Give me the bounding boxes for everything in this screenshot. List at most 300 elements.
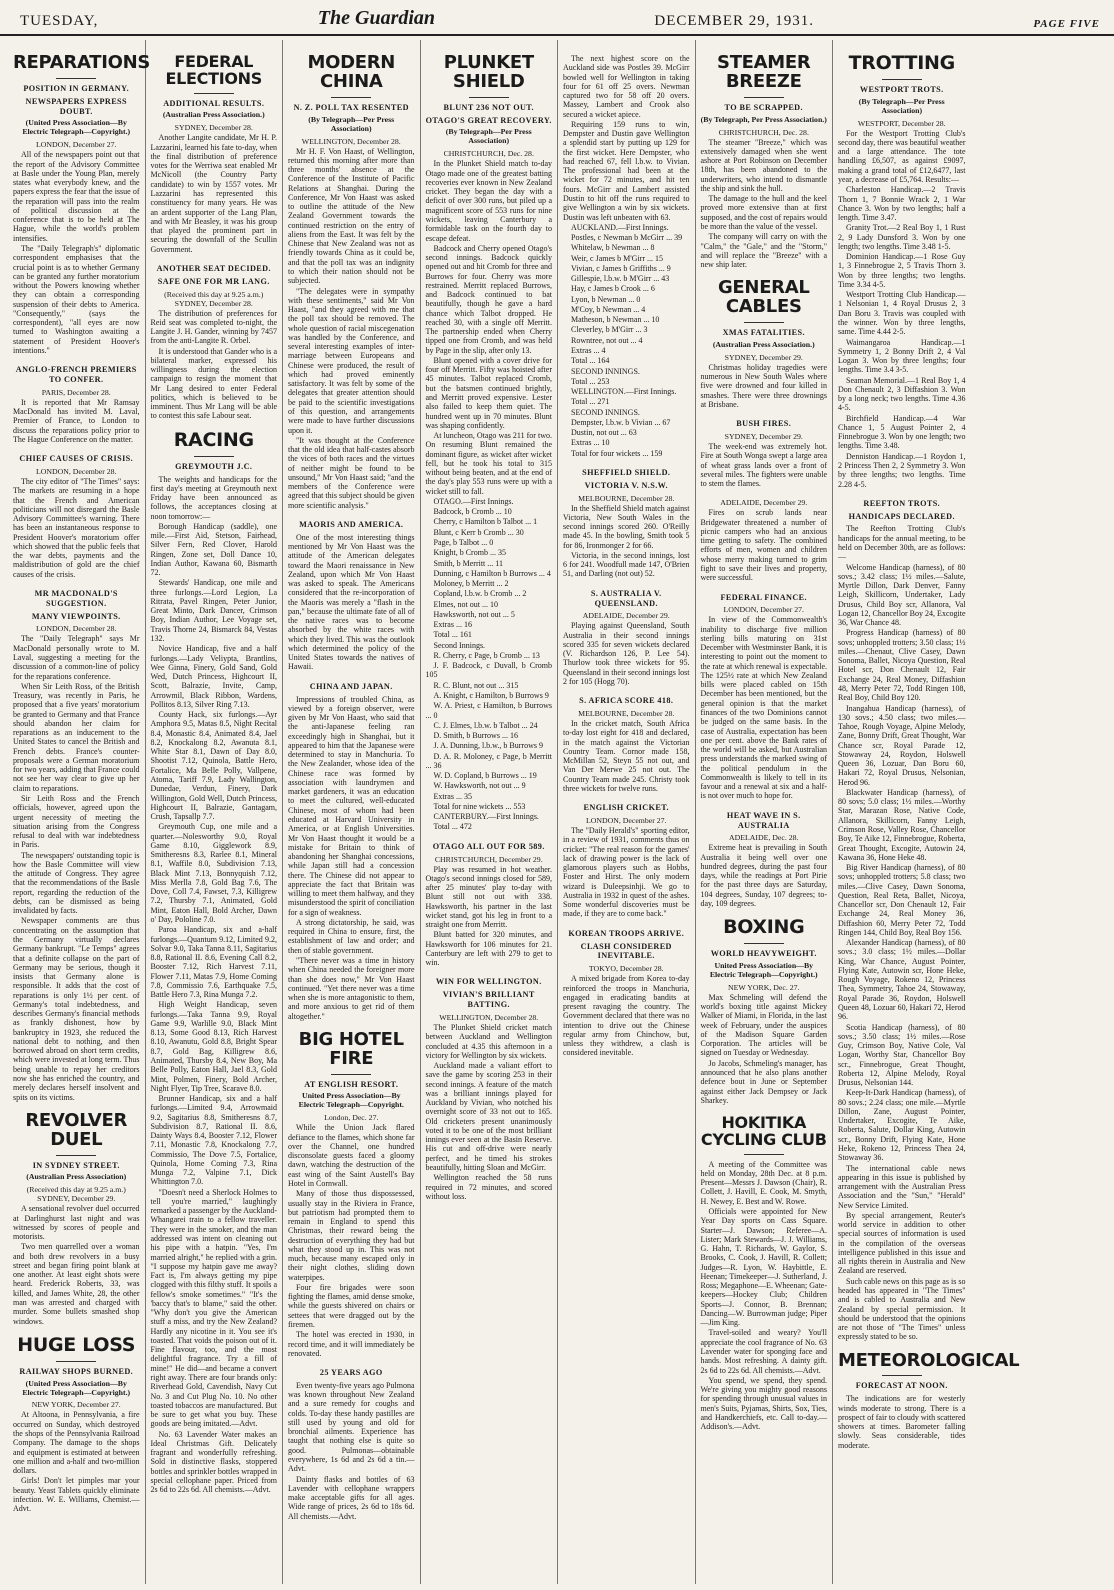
article-body bbox=[13, 634, 140, 1101]
subheading: SAFE ONE FOR MR LANG. bbox=[157, 276, 270, 286]
dateline: MELBOURNE, December 28. bbox=[578, 709, 675, 719]
score-line: Dunning, c Hamilton b Burrows ... 4 bbox=[433, 568, 551, 578]
subheading: TO BE SCRAPPED. bbox=[724, 102, 803, 112]
article bbox=[838, 499, 966, 1342]
score-line: Weir, c James b M'Girr ... 15 bbox=[571, 253, 664, 263]
article-body bbox=[701, 442, 828, 488]
score-line: Page, b Talbot ... 0 bbox=[433, 538, 494, 547]
score-line: Total ... 253 bbox=[571, 376, 610, 386]
paragraph: Impressions of troubled China, as viewed by a foreign observer, were given by Mr Von Haast, who said that the anti-Japanese feeling ran exceedingly high in Shanghai, but it appeared to him that the Japanese were determined to stay in Manchuria. To the New Zealander, whose idea of the Chinese race was formed by association with laundrymen and market gardeners, it was an education to meet the cultured, well-educated Chinese, most of whom had been educated at Harvard University in America, or at English Universities. Mr Von Haast thought it would be a mistake for Britain to think of abandoning her Shanghai concessions, while Japan still had a concession there. The Chinese did not appear to appreciate the fact that Britain was willing to meet them halfway, and they misunderstood the spirit of conciliation for a sign of weakness. bbox=[288, 694, 415, 917]
score-line: D. Smith, b Burrows ... 16 bbox=[433, 731, 518, 741]
article-body bbox=[563, 719, 690, 793]
paragraph: Even twenty-five years ago Pulmona was known throughout New Zealand and a sure remedy for coughs and colds. To-day these handy pastilles are still used by young and old for bronchial ailments. Experience has taught that nothing else is quite so good. Pulmonas—obtainable everywhere, 1s 6d and 2s 6d a tin.—Advt. bbox=[288, 1380, 415, 1474]
paragraph: At Altoona, in Pennsylvania, a fire occurred on Sunday, which destroyed the shops of the Pennsylvania Railroad Company. The damage to the shops and equipment is estimated at between one million and a-half and two-million dollars. bbox=[13, 1410, 140, 1476]
paragraph: When Sir Leith Ross, of the British Treasury, was recently in Paris, he proposed that a five years' moratorium be granted to Germany and that France should abandon her claim for reparations as an inducement to the United States to cancel the British and French debts. France's counter-proposals were a German moratorium for two years, adding that France could not see her way clear to give up her claim to reparations. bbox=[13, 681, 140, 793]
column-1 bbox=[8, 40, 151, 1584]
subheading: ADDITIONAL RESULTS. bbox=[163, 98, 265, 108]
subheading: S. AFRICA SCORE 418. bbox=[579, 696, 674, 706]
score-line: A. Knight, c Hamilton, b Burrows 9 bbox=[433, 690, 549, 700]
subheading: CLASH CONSIDERED INEVITABLE. bbox=[580, 941, 672, 961]
subheading: AT ENGLISH RESORT. bbox=[304, 1079, 399, 1089]
dateline: WELLINGTON, December 28. bbox=[439, 1013, 539, 1022]
dateline: NEW YORK, December 27. bbox=[31, 1400, 121, 1410]
paragraph: Girls! Don't let pimples mar your beauty. Yeast Tablets quickly eliminate infection. W. E. Williams, Chemist.—Advt. bbox=[13, 1476, 140, 1514]
paragraph: In the cricket match, South Africa to-day lost eight for 418 and declared, in the match against the Victorian Country Team. Cornor made 158, McMillan 52, Steyn 55 not out, and Van Der Merwe 25 not out. The Country Team made 245. Christy took three wickets for twelve runs. bbox=[563, 719, 690, 793]
article-body bbox=[563, 54, 690, 458]
headline-rule bbox=[882, 79, 922, 80]
score-line: Extras ... 35 bbox=[433, 791, 472, 801]
subheading: BUSH FIRES. bbox=[736, 419, 792, 429]
article-body bbox=[13, 477, 140, 579]
paragraph: The "Daily Telegraph's" diplomatic correspondent emphasises that the crucial point is as to whether Germany can be granted any further moratorium without the Powers knowing whether they can obtain a corresponding suspension of their debts to America. "Consequently," (says the correspondent), "all eyes are now turned to Washington awaiting a statement of President Hoover's intentions." bbox=[13, 243, 140, 355]
paragraph: It is reported that Mr Ramsay MacDonald has invited M. Laval, Premier of France, to London to discuss the reparations policy prior to The Hague Conference on the matter. bbox=[13, 397, 140, 444]
paragraph: The damage to the hull and the keel proved more extensive than at first supposed, and the cost of repairs would be more than the value of the vessel. bbox=[700, 194, 827, 231]
headline-rule bbox=[331, 1074, 371, 1075]
subheading: ENGLISH CRICKET. bbox=[583, 803, 669, 813]
article bbox=[13, 454, 140, 579]
article bbox=[426, 842, 553, 968]
article bbox=[701, 593, 828, 801]
paragraph: In the Plunket Shield match to-day Otago made one of the greatest batting recoveries ever known in New Zealand cricket. They began the day with a deficit of over 300 runs, but piled up a magnificent score of 553 runs for nine wickets, leaving Canterbury a formidable task on the fourth day to escape defeat. bbox=[425, 159, 552, 243]
score-line: CANTERBURY.—First Innings. bbox=[433, 812, 539, 822]
dateline: LONDON, December 28. bbox=[35, 624, 117, 634]
score-line: Hay, c James b Crook ... 6 bbox=[571, 284, 655, 294]
article-body bbox=[151, 133, 278, 253]
wire-credit: United Press Association—By Electric Telegraph—Copyright.) bbox=[709, 960, 818, 979]
dateline: LONDON, December 27. bbox=[585, 816, 667, 826]
article-body bbox=[13, 398, 140, 444]
headline-rule bbox=[56, 78, 96, 79]
score-line: SECOND INNINGS. bbox=[571, 366, 640, 376]
paragraph: Granity Trot.—2 Real Boy 1, 1 Rust 2, 9 Lady Dunsford 3. Won by one length; two lengths. Time 3.48 1-5. bbox=[838, 223, 966, 251]
paragraph: "It was thought at the Conference that the old idea that half-castes absorb the vices of both races and the virtues of neither might be found to be unsound," Mr Von Haast said; "and the members of the Conference were agreed that this subject should be given more scientific analysis." bbox=[288, 435, 415, 510]
masthead-page: PAGE FIVE bbox=[1033, 18, 1100, 30]
article-body bbox=[288, 1381, 415, 1521]
column-5 bbox=[558, 40, 696, 1584]
headline-rule bbox=[56, 1155, 96, 1156]
dateline: LONDON, December 28. bbox=[35, 467, 117, 477]
score-line: Total ... 164 bbox=[571, 356, 610, 366]
article bbox=[701, 54, 828, 269]
dateline: ADELAIDE, December 29. bbox=[582, 611, 670, 621]
subheading: S. AUSTRALIA V. QUEENSLAND. bbox=[590, 588, 662, 608]
article-body bbox=[701, 993, 828, 1105]
paragraph: Waimangaroa Handicap.—1 Symmetry 1, 2 Bonny Drift 2, 4 Val Logan 3. Won by three lengths; four lengths. Time 3.4 3-5. bbox=[838, 337, 966, 375]
paragraph: The indications are for westerly winds moderate to strong. There is a prospect of fair to cloudy with scattered showers at times. Barometer falling slowly. Seas considerable, tides moderate. bbox=[838, 1394, 966, 1450]
dateline: SYDNEY, December 28. bbox=[174, 123, 253, 133]
article-body bbox=[701, 138, 828, 270]
score-line: Knight, b Cromb ... 35 bbox=[433, 548, 506, 558]
score-line: Matheson, b Newman ... 10 bbox=[571, 315, 660, 325]
paragraph: Novice Handicap, five and a half furlongs.—Lady Veliypta, Brantlins, Wee Ginna, Finery, Gold Sand, Gold Wed, Dutch Princess, Highcourt II, Scott, Balrazie, Invite, Camp, Arrowmil, Black Ribbon, Wardens, Pollitos 8.13, Silver Ring 7.13. bbox=[150, 644, 277, 709]
article bbox=[426, 977, 553, 1201]
paragraph: Auckland made a valiant effort to save the game by scoring 253 in their second innings. A feature of the match was a brilliant innings played for Auckland by Vivian, who notched his overnight score of 33 not out to 165. Old cricketers present unanimously voted it to be one of the most brilliant innings ever seen at the Basin Reserve. His cut and off-drive were nearly perfect, and he timed his strokes beautifully, hitting Sloan and McGirr. bbox=[425, 1061, 552, 1172]
paragraph: Borough Handicap (saddle), one mile.—First Aid, Stetson, Fairhead, Silver Fern, Red Clover, Harold Ringen, Zone set, Doll Dance 10, Indian Author, Kawana 60, Bismarth 72. bbox=[150, 521, 277, 578]
article bbox=[151, 264, 278, 421]
column-4 bbox=[421, 40, 559, 1584]
paragraph: Keep-It-Dark Handicap (harness), of 80 sovs.; 2.24 class; one mile.—Myrtle Dillon, Zane, August Pointer, Undertaker, Excogite, Te Aike, Roberta, Salute, Dollar King, Autowin scr., Bonny Drift, Flying Kate, Hone Heke, Rokeno 12, Princess Thea 24, Stowaway 36. bbox=[838, 1088, 966, 1163]
article-body bbox=[563, 504, 690, 579]
subheading: XMAS FATALITIES. bbox=[722, 328, 805, 338]
score-line: OTAGO.—First Innings. bbox=[433, 496, 514, 506]
subheading: SHEFFIELD SHIELD. bbox=[582, 467, 671, 477]
paragraph: Blunt opened with a cover drive for four off Merritt. Fifty was hoisted after 45 minutes. Talbot replaced Cromb, but the batsmen continued brightly, and Merritt proved expensive. Lester also failed to keep them quiet. The hundred went up in 70 minutes. Blunt was shaping confidently. bbox=[425, 355, 552, 430]
article-body bbox=[151, 475, 278, 1495]
subheading: FORECAST AT NOON. bbox=[855, 1381, 948, 1391]
subheading: NEWSPAPERS EXPRESS DOUBT. bbox=[25, 96, 127, 116]
paragraph: Dainty flasks and bottles of 63 Lavender with cellophane wrappers make acceptable gifts for all ages. Wide range of prices, 2s 6d to 18s 6d. All chemists.—Advt. bbox=[288, 1474, 415, 1521]
paragraph: The international cable news appearing in this issue is published by arrangement with the Australian Press Association and the "Sun," "Herald" New Service Limited. bbox=[838, 1163, 966, 1210]
subheading: IN SYDNEY STREET. bbox=[32, 1160, 120, 1170]
score-line: Hawksworth, not out ... 5 bbox=[433, 609, 515, 619]
paragraph: Charleston Handicap.—2 Travis Thorn 1, 7 Bonnie Wrack 2, 1 War Chance 3. Won by two lengths; half a length. Time 3.47. bbox=[838, 185, 966, 223]
headline: MODERN CHINA bbox=[307, 52, 396, 92]
subheading: OTAGO ALL OUT FOR 589. bbox=[432, 841, 545, 851]
article-body bbox=[426, 865, 553, 968]
paragraph: Requiring 159 runs to win, Dempster and Dustin gave Wellington a splendid start by putting up 129 for the first wicket. Here Dempster, who had reached 67, fell l.b.w. to Vivian. The professional had been at the wicket for 72 minutes, and hit ten fours. McGirr and Lambert assisted Dustin to hit off the runs required to give Wellington a win by six wickets. Dustin was left unbeaten with 63. bbox=[563, 119, 690, 222]
score-line: Gillespie, l.b.w. b M'Girr ... 43 bbox=[571, 274, 670, 284]
article-body bbox=[13, 1204, 140, 1325]
score-line: AUCKLAND.—First Innings. bbox=[571, 222, 669, 232]
subheading: MANY VIEWPOINTS. bbox=[31, 611, 121, 621]
paragraph: A strong dictatorship, he said, was required in China to ensure, first, the establishment of law and order; and then of stable government. bbox=[288, 917, 415, 955]
subheading: 25 YEARS AGO bbox=[319, 1368, 383, 1378]
subheading: N. Z. POLL TAX RESENTED bbox=[293, 102, 409, 112]
dateline: SYDNEY, December 29. bbox=[724, 352, 803, 362]
subheading: ANGLO-FRENCH PREMIERS TO CONFER. bbox=[15, 365, 137, 385]
paragraph: Welcome Handicap (harness), of 80 sovs.; 3.42 class; 1½ miles.—Salute, Myrtle Dillon, Dark Denver, Fanny Leigh, Skillicorn, Undertaker, Lady Drusus, Child Boy scr, Allanora, Val Logan 12, Chancellor Boy 24, Excogite 36, War Chance 48. bbox=[838, 562, 966, 628]
paragraph: It is understood that Gander who is a bilateral marker, expressed his willingness during the election campaign to resign the moment that Mr Lang desired to enter Federal politics, which is believed to be imminent. Thus Mr Lang will be able to contest this safe Labour seat. bbox=[150, 346, 277, 421]
article bbox=[838, 54, 966, 489]
paragraph: Play was resumed in hot weather. Otago's second innings closed for 589, after 25 minutes' play to-day with Blunt still not out with 338. Hawksworth, his partner in the last wicket stand, got his leg in front to a straight one from Merritt. bbox=[425, 864, 552, 930]
paragraph: By special arrangement, Reuter's world service in addition to other special sources of information is used in the compilation of the overseas intelligence published in this issue and all rights therein in Australia and New Zealand are reserved. bbox=[838, 1210, 966, 1276]
article bbox=[426, 54, 553, 832]
wire-credit: United Press Association—By Electric Telegraph—Copyright. bbox=[298, 1091, 404, 1110]
article bbox=[563, 54, 690, 458]
headline: REVOLVER DUEL bbox=[25, 1109, 128, 1150]
masthead bbox=[0, 0, 1114, 36]
article bbox=[288, 520, 415, 672]
article-body bbox=[838, 1394, 966, 1450]
dateline: LONDON, December 27. bbox=[723, 605, 805, 615]
paragraph: The weights and handicaps for the first day's meeting at Greymouth next Friday have been announced as follows, the acceptances closing at noon tomorrow:— bbox=[150, 474, 277, 521]
headline-rule bbox=[56, 1361, 96, 1362]
paragraph: Another Langite candidate, Mr H. P. Lazzarini, learned his fate to-day, when the final distribution of preference votes for the Werriwa seat enabled Mr McNicoll (the Country Party candidate) to win by 1557 votes. Mr Lazzarini has represented this constituency for many years. He was an ardent supporter of the Lang Plan, and with Mr Beasley, it was his group that played the prominent part in securing the downfall of the Scullin Government. bbox=[150, 133, 277, 254]
dateline: CHRISTCHURCH, December 29. bbox=[434, 854, 543, 864]
score-line: Vivian, c James b Griffiths ... 9 bbox=[571, 263, 671, 273]
paragraph: Alexander Handicap (harness), of 80 sovs.; 3.0 class; 1½ miles.—Dollar King, War Chance, August Pointer, Flying Kate, Autowin scr, Hone Heke, Rough Voyage, Rokeno 12, Princess Thea, Symmetry, Tahoe 24, Stowaway, Royal Parade 36, Roydon, Holswell Queen 48, Lozuar 60, Hakari 72, Herod 96. bbox=[838, 938, 966, 1022]
wire-credit: (United Press Association—By Electric Telegraph—Copyright.) bbox=[22, 1378, 131, 1397]
score-line: Cherry, c Hamilton b Talbot ... 1 bbox=[433, 517, 538, 527]
paragraph: Officials were appointed for New Year Day sports on Cass Square. Starter—J. Dawson; Referee—A. Lister; Mark Stewards—J. J. Williams, G. Hahn, T. Richards, W. Gaylor, S. Brooks, C. Cook, J. Havill, R. Collett; Judges—R. Lyon, W. Haybittle, E. Heenan; Timekeeper—J. Sutherland, J. Ross; Megaphone—E. Wheenan; Gate-keepers—Hockey Club; Children Sports—J. Connor, B. Brennan; Dancing—W. Burrowman judge; Piper—Jim King. bbox=[700, 1207, 827, 1328]
paragraph: The next highest score on the Auckland side was Postles 39. McGirr bowled well for Wellington in taking four for 61 off 25 overs. Newman captured two for 58 off 20 overs. Massey, Lambert and Crook also secured a wicket apiece. bbox=[563, 54, 690, 119]
paragraph: At luncheon, Otago was 211 for two. On resuming Blunt remained the dominant figure, as wicket after wicket fell, but he took his total to 315 without being beaten, and at the end of the day's play 553 runs were up with a wicket still to fall. bbox=[425, 431, 552, 496]
article-body bbox=[426, 159, 553, 831]
score-line: Extras ... 10 bbox=[571, 438, 610, 448]
headline-rule bbox=[194, 456, 234, 457]
paragraph: One of the most interesting things mentioned by Mr Von Haast was the attitude of the American delegates toward the Maori renaissance in New Zealand, upon which Mr Von Haast was asked to speak. The Americans considered that the re-incorporation of the Maoris was merely a "flash in the pan," because the ultimate fate of all of the native races was to become absorbed by the white races with which they lived. This was the outlook which determined the policy of the United States towards the natives of Hawaii. bbox=[288, 532, 415, 672]
article-body bbox=[701, 508, 828, 582]
wire-credit: (Australian Press Association.) bbox=[712, 339, 815, 349]
subheading: BLUNT 236 NOT OUT. bbox=[443, 102, 534, 112]
headline: HUGE LOSS bbox=[17, 1333, 136, 1356]
paragraph: The Reefton Trotting Club's handicaps for the annual meeting, to be held on December 30th, are as follows:— bbox=[838, 524, 966, 562]
article bbox=[563, 468, 690, 579]
score-line: Whitelaw, b Newman ... 8 bbox=[571, 243, 655, 253]
article-body bbox=[701, 615, 828, 800]
article-body bbox=[151, 309, 278, 421]
paragraph: Progress Handicap (harness) of 80 sovs; unhoppled trotters; 3.50 class; 1½ miles.—Chenaut, Clive Casey, Dawn Sonoma, Ballet, Nicoya Question, Real Hotel scr, Don Chenault 12, Fair Exchange 24, Real Money, Diffashion 48, Merry Peter 72, Todd Ringen 108, Real Boy, Child Boy 120. bbox=[838, 628, 966, 703]
subheading: CHIEF CAUSES OF CRISIS. bbox=[19, 454, 134, 464]
masthead-day: TUESDAY, bbox=[20, 13, 99, 29]
article-body bbox=[701, 1160, 828, 1432]
score-line: R. C. Blunt, not out ... 315 bbox=[433, 680, 519, 690]
score-line: Lyon, b Newman ... 0 bbox=[571, 294, 641, 304]
wire-credit: (By Telegraph—Per Press Association) bbox=[308, 114, 395, 133]
subheading: POSITION IN GERMANY. bbox=[23, 83, 130, 93]
score-line: W. D. Copland, b Burrows ... 19 bbox=[433, 771, 537, 781]
score-line: R. Cherry, c Page, b Cromb ... 13 bbox=[433, 650, 540, 660]
paragraph: "The delegates were in sympathy with these sentiments," said Mr Von Haast, "and they agreed with me that the poll tax should be removed. The whole question of racial miscegenation was handled by the Conference, and several interesting examples of inter-marriage between Europeans and Chinese were produced, the result of which had proved eminently satisfactory. It was felt by some of the delegates that greater attention should be paid to the scientific investigations of this question, and arrangements were made to have further discussions upon it. bbox=[288, 286, 415, 435]
headline: STEAMER BREEZE bbox=[717, 52, 811, 92]
article-body bbox=[426, 1023, 553, 1201]
article bbox=[288, 54, 415, 510]
article bbox=[288, 682, 415, 1021]
paragraph: Paroa Handicap, six and a-half furlongs.—Quantum 9.12, Limited 9.2, Solvar 9.0, Taka Tanna 8.11, Sagitarius 8.8, Rational II. 8.6, Evening Call 8.2, Booster 7.12, Rich Harvest 7.11, Flower 7.11, Matas 7.9, Home Coming 7.8, Commissio 7.6, Earthquake 7.5, Battle Hero 7.3, Rina Munga 7.2. bbox=[150, 925, 277, 1000]
article bbox=[13, 1333, 140, 1514]
article-body bbox=[563, 974, 690, 1057]
dateline: (Received this day at 9.25 a.m.) SYDNEY, December 29. bbox=[26, 1185, 126, 1204]
subheading: ANOTHER SEAT DECIDED. bbox=[156, 263, 271, 273]
wire-credit: (By Telegraph—Per Press Association) bbox=[445, 127, 532, 146]
paragraph: Brunner Handicap, six and a half furlongs.—Limited 9.4, Arrowmaid 9.2, Sagitarius 8.8, Smitheresns 8.7, Subdivision 8.7, Rational II. 8.6, Dainty Ways 8.4, Booster 7.12, Flower 7.11, Monastic 7.8, Knockalong 7.7, Commissio, The Dove 7.5, Fortalice, Quinola, Home Coming 7.3, Rina Munga 7.2, Valpine 7.1, Dick Whittington 7.0. bbox=[150, 1094, 277, 1187]
headline: TROTTING bbox=[848, 52, 955, 74]
subheading: VIVIAN'S BRILLIANT BATTING. bbox=[442, 990, 535, 1010]
headline: BOXING bbox=[723, 916, 805, 939]
article bbox=[838, 1349, 1020, 1450]
article bbox=[288, 1028, 415, 1358]
headline: REPARATIONS bbox=[13, 52, 151, 73]
column-3 bbox=[283, 40, 421, 1584]
paragraph: Wellington reached the 58 runs required in 72 minutes, and scored without loss. bbox=[425, 1173, 552, 1201]
dateline: ADELAIDE, Dec. 28. bbox=[728, 833, 799, 843]
score-line: Dempster, l.b.w. b Vivian ... 67 bbox=[571, 417, 671, 427]
headline-rule bbox=[331, 97, 371, 98]
paragraph: The "Daily Telegraph" says Mr MacDonald personally wrote to M. Laval, suggesting a meeting for the discussion of a common-line of policy for the reparations conference. bbox=[13, 634, 140, 681]
subheading: GREYMOUTH J.C. bbox=[175, 461, 253, 471]
paragraph: No. 63 Lavender Water makes an Ideal Christmas Gift. Delicately fragrant and wonderfully refreshing. Sold in distinctive flasks, stoppered bottles and sprinkler bottles wrapped in special cellophane paper. Priced from 2s 6d to 22s 6d. All chemists.—Advt. bbox=[150, 1429, 277, 1495]
dateline: PARIS, December 28. bbox=[41, 387, 111, 397]
newspaper-columns bbox=[8, 40, 1108, 1584]
dateline: SYDNEY, December 29. bbox=[724, 432, 803, 442]
headline: FEDERAL ELECTIONS bbox=[165, 52, 262, 88]
dateline: (Received this day at 9.25 a.m.) SYDNEY, December 28. bbox=[164, 289, 264, 308]
paragraph: A mixed brigade from Korea to-day reinforced the troops in Manchuria, engaged in eradicating bandits at present ravaging the country. The Government declared that there was no intention to drive out the Chinese regular army from Chinchow, but, unless they withdrew, a clash is considered inevitable. bbox=[563, 974, 690, 1058]
subheading: HEAT WAVE IN S. AUSTRALIA bbox=[726, 810, 801, 830]
paragraph: The week-end was extremely hot. Fire at South Wonga swept a large area of wheat grass lands over a front of several miles. The fighters were unable to stem the flames. bbox=[700, 442, 827, 489]
dateline: London, Dec. 27. bbox=[324, 1113, 379, 1123]
subheading: MR MACDONALD'S SUGGESTION. bbox=[34, 588, 118, 608]
headline-rule bbox=[744, 322, 784, 323]
paragraph: Inangahua Handicap (harness), of 130 sovs.; 4.50 class; two miles.—Tahoe, Rough Voyage, Alpine Melody, Zane, Bonny Drift, Great Thought, War Chance scr, Royal Parade 12, Stowaway 24, Roydon, Holswell Queen 36, Lozuar, Dan Boru 60, Hakari 72, Royal Drusus, Nelsonian, Herod 96. bbox=[838, 703, 966, 787]
wire-credit: (By Telegraph—Per Press Association) bbox=[858, 96, 945, 115]
paragraph: Many of those thus dispossessed, usually stay in the Riviera in France, but patriotism had prompted them to remain in England to spend this Christmas, their reward being the destruction of everything they had but what they stood up in. This was not much, because many escaped only in their night clothes, sliding down waterpipes. bbox=[288, 1189, 415, 1282]
subheading: FEDERAL FINANCE. bbox=[720, 592, 807, 602]
score-line: Total for four wickets ... 159 bbox=[571, 448, 663, 458]
dateline: NEW YORK, Dec. 27. bbox=[728, 982, 800, 992]
score-line: J. A. Dunning, l.b.w., b Burrows 9 bbox=[433, 741, 543, 751]
score-line: Blunt, c Kerr b Cromb ... 30 bbox=[433, 527, 524, 537]
paragraph: High Weight Handicap, seven furlongs.—Taka Tanna 9.9, Royal Game 9.9, Warlille 9.0, Black Mint 8.13, Some Good 8.13, Rich Harvest 8.10, Awanutu, Gold 8.8, Bright Spear 8.7, Gold Bag, Killigrew 8.6, Animated, Thursby 8.4, New Boy, Ma Belle Polly, Eaton Hall, Jael 8.3, Gold Mint, Polmen, Finery, Bold Archer, Night Flyer, Tip Tree, Scarave 8.0. bbox=[150, 1000, 277, 1093]
paragraph: Four fire brigades were soon fighting the flames, amid dense smoke, while the guests shivered on chairs or settees that were dragged out by the firemen. bbox=[288, 1282, 415, 1329]
paragraph: Newspaper comments are thus concentrating on the assumption that the Germany virtually declares Germany bankrupt. "Le Temps" agrees that a definite collapse on the part of Germany may be serious, though it insists that Germany alone is responsible. It adds that the cost of reparations is only 1½ per cent. of Germany's total indebtedness, and describes Germany's financial methods as frankly dishonest, how by bankruptcy in 1923, she reduced the national debt to nothing, and then borrowed abroad on short term credits, which were invested at long term. Thus being unable to repay her creditors now she has enriched the country, and merely declares herself insolvent and spits on its victims. bbox=[13, 916, 140, 1102]
paragraph: Blunt batted for 320 minutes, and Hawksworth for 106 minutes for 21. Canterbury are left with 279 to get to win. bbox=[425, 930, 552, 968]
score-line: D. A. R. Moloney, c Page, b Merritt ... 36 bbox=[425, 751, 552, 770]
masthead-date: DECEMBER 29, 1931. bbox=[654, 13, 815, 29]
wire-credit: (United Press Association—By Electric Telegraph—Copyright.) bbox=[22, 118, 131, 137]
score-line: C. J. Elmes, l.b.w. b Talbot ... 24 bbox=[433, 720, 538, 730]
paragraph: Extreme heat is prevailing in South Australia it being well over one hundred degrees, during the past four days, while the readings at Port Pirie for the past three days are Saturday, 104 degrees, Sunday, 107 degrees; to-day, 109 degrees. bbox=[700, 843, 827, 908]
article bbox=[701, 918, 828, 1105]
score-line: Smith, b Merritt ... 11 bbox=[433, 558, 503, 568]
headline-rule bbox=[744, 97, 784, 98]
paragraph: The Plunket Shield cricket match between Auckland and Wellington concluded at 4.35 this afternoon in a victory for Wellington by six wickets. bbox=[425, 1023, 552, 1060]
score-line: Total ... 271 bbox=[571, 397, 610, 407]
subheading: HANDICAPS DECLARED. bbox=[848, 511, 955, 521]
score-line: W. Hawksworth, not out ... 9 bbox=[433, 781, 526, 791]
dateline: TOKYO, December 28. bbox=[588, 964, 664, 974]
score-line: Total ... 472 bbox=[433, 822, 472, 832]
article-body bbox=[563, 621, 690, 686]
paragraph: "There never was a time in history when China needed the foreigner more than she does now," Mr Von Haast continued. "Yet there never was a time when she is more antagonistic to them, and more anxious to get rid of them altogether." bbox=[288, 956, 415, 1021]
paragraph: County Hack, six furlongs.—Ayr Amphora 9.5, Matas 8.5, Night Recital 8.4, Monastic 8.4, Animated 8.4, Jael 8.2, Knockalong 8.2, Awanuta 8.1, White Star 8.1, Dawn of Day 8.0, Shootist 7.12, Quinola, Battle Hero, Fortalice, Ma Belle Polly, Vallpene, Atoma, Tariff 7.9, Lady Wallington, Dunedae, Verdun, Finery, Dark Willington, Gold Well, Dutch Princess, Highcourt II, Balrazie, Gantagam, Crush, Tapsallp 7.7. bbox=[150, 710, 277, 822]
column-6 bbox=[696, 40, 834, 1584]
wire-credit: (Australian Press Association) bbox=[26, 1172, 127, 1182]
article bbox=[701, 1115, 828, 1431]
column-7 bbox=[833, 40, 1020, 1584]
paragraph: Greymouth Cup, one mile and a quarter.—Nolesworthy 9.0, Royal Game 8.10, Gigglework 8.9, Smitheresns 8.3, Rarlee 8.1, Mineral 8.1, Waffile 8.0, Subdivision 7.13, Black Mint 7.13, Bonnyquish 7.12, Miss Merlla 7.8, Gold Bag 7.6, The Dove, Coll 7.4, Fawset, 7.3, Killigrew 7.2, Thursby 7.1, Animated, Gold Mint, Eaton Hall, Bold Archer, Dawn o' Day, Pololine 7.0. bbox=[150, 822, 277, 924]
paragraph: Sir Leith Ross and the French officials, however, agreed upon the urgent necessity of meeting the situation arising from the Congress refusal to deal with war indebtedness in Paris. bbox=[13, 794, 140, 850]
paragraph: Seaman Memorial.—1 Real Boy 1, 4 Don Chenault 2, 3 Diffashion 3. Won by a long neck; two lengths. Time 4.36 4-5. bbox=[838, 375, 966, 413]
article-body bbox=[13, 150, 140, 355]
paragraph: In view of the Commonwealth's inability to discharge five million sterling bills maturing on 31st December with Westminster Bank, it is interesting to point out the moment to the rate at which renewal is expectable. The 125½ rate at which New Zealand bills were placed cabled on 15th December has been mentioned, but the general opinion is that the market finances of the two Dominions cannot be judged on the same basis. In the case of Australia, expectation has been one per cent. above the Bank rates of the world will be asked, but Australian press understands the marked swing of the political pendulum in the Commonwealth is likely to tell in its favour and a renewal at six and a half-is not over much to hope for. bbox=[700, 615, 827, 801]
subheading: KOREAN TROOPS ARRIVE. bbox=[568, 928, 685, 938]
dateline: LONDON, December 27. bbox=[35, 140, 117, 150]
article-body bbox=[13, 1410, 140, 1513]
article-body bbox=[288, 695, 415, 1021]
headline-rule bbox=[882, 1375, 922, 1376]
subheading: REEFTON TROTS. bbox=[863, 498, 941, 508]
paragraph: Playing against Queensland, South Australia in their second innings scored 335 for seven wickets declared (V. Richardson 126, P. Lee 54). Thurlow took three wickets for 95. Queensland in their second innings lost 2 for 105 (Hogg 70). bbox=[563, 621, 690, 686]
subheading: WORLD HEAVYWEIGHT. bbox=[710, 949, 817, 959]
score-line: Total ... 161 bbox=[433, 630, 472, 640]
score-line: WELLINGTON.—First Innings. bbox=[571, 387, 677, 397]
paragraph: Big River Handicap (harness), of 80 sovs; unhoppled trotters; 5.8 class; two miles.—Clive Casey, Dawn Sonoma, Question, Real Reta, Ballet, Nicoya, Chancellor scr, Don Chenault 12, Fair Exchange 24, Real Money 36, Diffashion 60, Merry Peter 72, Todd Ringen 144, Child Boy, Real Boy 156. bbox=[838, 863, 966, 937]
paragraph: For the Westport Trotting Club's second day, there was beautiful weather and a large attendance. The tote handling £6,507, as against £9097, making a grand total of £12,6477, last year, a decrease of £5,764. Results:— bbox=[838, 128, 966, 185]
masthead-title: The Guardian bbox=[317, 7, 436, 29]
article-body bbox=[563, 826, 690, 919]
article-body bbox=[701, 843, 828, 908]
dateline: CHRISTCHURCH, Dec. 28. bbox=[718, 127, 809, 137]
score-line: Copland, l.b.w. b Cromb ... 2 bbox=[433, 589, 527, 599]
subheading: OTAGO'S GREAT RECOVERY. bbox=[425, 115, 552, 125]
paragraph: Stewards' Handicap, one mile and three furlongs.—Lord Legion, La Ritrata, Pavel Ringen, Peter Junior, Great Minto, Dark Dancer, Crimson Boy, Indian Author, Lee Voyage set, Travis Thorne 24, Bismarck 84, Vestas 132. bbox=[150, 578, 277, 644]
paragraph: Dominion Handicap.—1 Rose Guy 1, 3 Finnebrogue 2, 5 Travis Thorn 3. Won by three lengths; two lengths. Time 3.34 4-5. bbox=[838, 252, 966, 289]
paragraph: Jo Jacobs, Schmeling's manager, has announced that he also plans another defence bout in June or September against either Jack Dempsey or Jack Sharkey. bbox=[700, 1058, 827, 1105]
subheading: VICTORIA V. N.S.W. bbox=[584, 480, 668, 490]
paragraph: Travel-soiled and weary? You'll appreciate the cool fragrance of No. 63 Lavender water for sponging face and hands. Most refreshing. A dainty gift. 2s 6d to 22s 6d. All chemists.—Advt. bbox=[700, 1328, 827, 1375]
paragraph: Two men quarrelled over a woman and both drew revolvers in a busy street and began firing point blank at one another. At least eight shots were heard. Frederick Roberts, 33, was killed, and James White, 28, the other man was arrested and charged with murder. Some bullets smashed shop windows. bbox=[13, 1242, 140, 1326]
headline: METEOROLOGICAL bbox=[838, 1349, 1020, 1371]
headline: RACING bbox=[173, 428, 254, 451]
score-line: Moloney, b Merritt ... 2 bbox=[433, 579, 509, 589]
article bbox=[151, 54, 278, 254]
score-line: SECOND INNINGS. bbox=[571, 407, 640, 417]
score-line: Second Innings. bbox=[433, 640, 486, 650]
paragraph: A sensational revolver duel occurred at Darlinghurst last night and was witnessed by scores of people and motorists. bbox=[13, 1204, 140, 1242]
subheading: WIN FOR WELLINGTON. bbox=[435, 977, 542, 987]
paragraph: Badcock and Cherry opened Otago's second innings. Badcock quickly opened out and hit Cromb for three and Burrows for four. Cherry was more restrained. Merritt replaced Burrows, and Badcock continued to bat beautifully, though he gave a hard chance which Talbot dropped. He reached 30, with a single off Merritt. The partnership ended when Cherry tipped one from Cromb, and was held by Page in the slip, after only 13. bbox=[425, 243, 552, 355]
article bbox=[13, 1109, 140, 1326]
article-body bbox=[288, 533, 415, 672]
wire-credit: (By Telegraph, Per Press Association.) bbox=[700, 114, 827, 124]
subheading: CHINA AND JAPAN. bbox=[309, 681, 393, 691]
paragraph: A meeting of the Committee was held on Monday, 28th Dec. at 8 p.m. Present—Messrs J. Dawson (Chair), R. Collett, J. Havill, E. Cook, M. Smyth, H. Newey, E. Best and W. Rowe. bbox=[700, 1159, 827, 1206]
paragraph: The "Daily Herald's" sporting editor, in a review of 1931, comments thus on cricket: "The real reason for the games' lack of drawing power is the lack of glamorous players such as Hobbs, Foster and Hirst. The only modern wizard is Duleepsinhji. We go to Australia in 1932 in quest of the ashes. Some wonderful discoveries must be made, if they are to come back." bbox=[563, 826, 690, 919]
article bbox=[563, 589, 690, 687]
headline: PLUNKET SHIELD bbox=[443, 52, 534, 92]
score-line: Postles, c Newman b McGirr ... 39 bbox=[571, 233, 683, 243]
article-body bbox=[838, 129, 966, 489]
subheading: RAILWAY SHOPS BURNED. bbox=[19, 1366, 134, 1376]
subheading: MAORIS AND AMERICA. bbox=[299, 519, 404, 529]
score-line: Total for nine wickets ... 553 bbox=[433, 801, 526, 811]
article bbox=[13, 52, 151, 355]
paragraph: The hotel was erected in 1930, in record time, and it will immediately be renovated. bbox=[288, 1330, 415, 1358]
paragraph: Blackwater Handicap (harness), of 80 sovs; 5.0 class; 1½ miles.—Worthy Star, Marazan Rose, Native Code, Allanora, Skillicorn, Fanny Leigh, Crimson Rose, Valley Rose, Chancellor Boy, Te Aike 12, Finnebrogue, Roberta, Great Thought, Excogite, Autowin 24, Kawana 36, Hone Heke 48. bbox=[838, 787, 966, 862]
headline: HOKITIKA CYCLING CLUB bbox=[700, 1113, 827, 1149]
score-line: Extras ... 4 bbox=[571, 345, 606, 355]
subheading: WESTPORT TROTS. bbox=[859, 84, 944, 94]
paragraph: Westport Trotting Club Handicap.—1 Nelsonian 1, 4 Royal Drusus 2, 3 Dan Boru 3. Travis was coupled with the winner. Won by three lengths, same. Time 4.44 2-5. bbox=[838, 290, 966, 337]
dateline: WESTPORT, December 28. bbox=[857, 118, 946, 128]
score-line: Badcock, b Cromb ... 10 bbox=[433, 507, 512, 517]
score-line: Cleverley, b M'Girr ... 3 bbox=[571, 325, 648, 335]
score-line: Extras ... 16 bbox=[433, 620, 472, 630]
dateline: MELBOURNE, December 28. bbox=[578, 493, 675, 503]
article bbox=[150, 428, 278, 1495]
paragraph: "Doesn't need a Sherlock Holmes to tell you're married," laughingly remarked a passenger by the Auckland-Whangarei train to a fellow traveller. They were in the smoker, and the man addressed was intent on cleaning out his pipe with a hatpin. "Yes, I'm married alright," he replied with a grin. "I suppose my hatpin gave me away? Fact is, I'm always getting my pipe clogged with this filthy stuff. It spoils a fellow's smoke sometimes." "It's the 'baccy that's to blame," said the other. "Why don't you give the American stuff a miss, and try the New Zealand? Hardly any nicotine in it. You see it's toasted. That voids the poison out of it. Fine flavour, too, and the most delightful fragrance. Try a fill of mine!" He did—and became a convert right away. There are four brands only: Riverhead Gold, Cavendish, Navy Cut No. 3 and Cut Plug No. 10. No other toasted tobaccos are manufactured. But be sure to get what you buy. These goods are being imitated.—Advt. bbox=[150, 1187, 277, 1429]
paragraph: In the Sheffield Shield match against Victoria, New South Wales in the second innings scored 260. O'Reilly made 45. In the bowling, Smith took 5 for 86, Ironmonger 2 for 66. bbox=[563, 503, 690, 550]
article bbox=[13, 589, 140, 1102]
article-body bbox=[838, 524, 966, 1341]
article bbox=[701, 498, 828, 582]
dateline: WELLINGTON, December 28. bbox=[301, 136, 401, 146]
paragraph: Christmas holiday tragedies were numerous in New South Wales where five were drowned and four killed in smashes. There were three drownings at Brisbane. bbox=[700, 362, 827, 409]
article bbox=[563, 929, 690, 1058]
headline-rule bbox=[744, 1154, 784, 1155]
headline: GENERAL CABLES bbox=[717, 277, 810, 318]
score-line: M'Coy, b Newman ... 4 bbox=[571, 304, 646, 314]
article bbox=[13, 365, 140, 444]
headline-rule bbox=[194, 93, 234, 94]
score-line: W. A. Priest, c Hamilton, b Burrows ... 0 bbox=[425, 701, 552, 720]
column-2 bbox=[146, 40, 284, 1584]
dateline: CHRISTCHURCH, Dec. 28. bbox=[443, 149, 534, 159]
article bbox=[288, 1368, 415, 1521]
paragraph: The steamer "Breeze," which was extensively damaged when she went ashore at Port Robinson on December 18th, has been abandoned to the underwriters, who intend to dismantle the ship and sink the hull. bbox=[700, 137, 827, 193]
headline-rule bbox=[469, 97, 509, 98]
